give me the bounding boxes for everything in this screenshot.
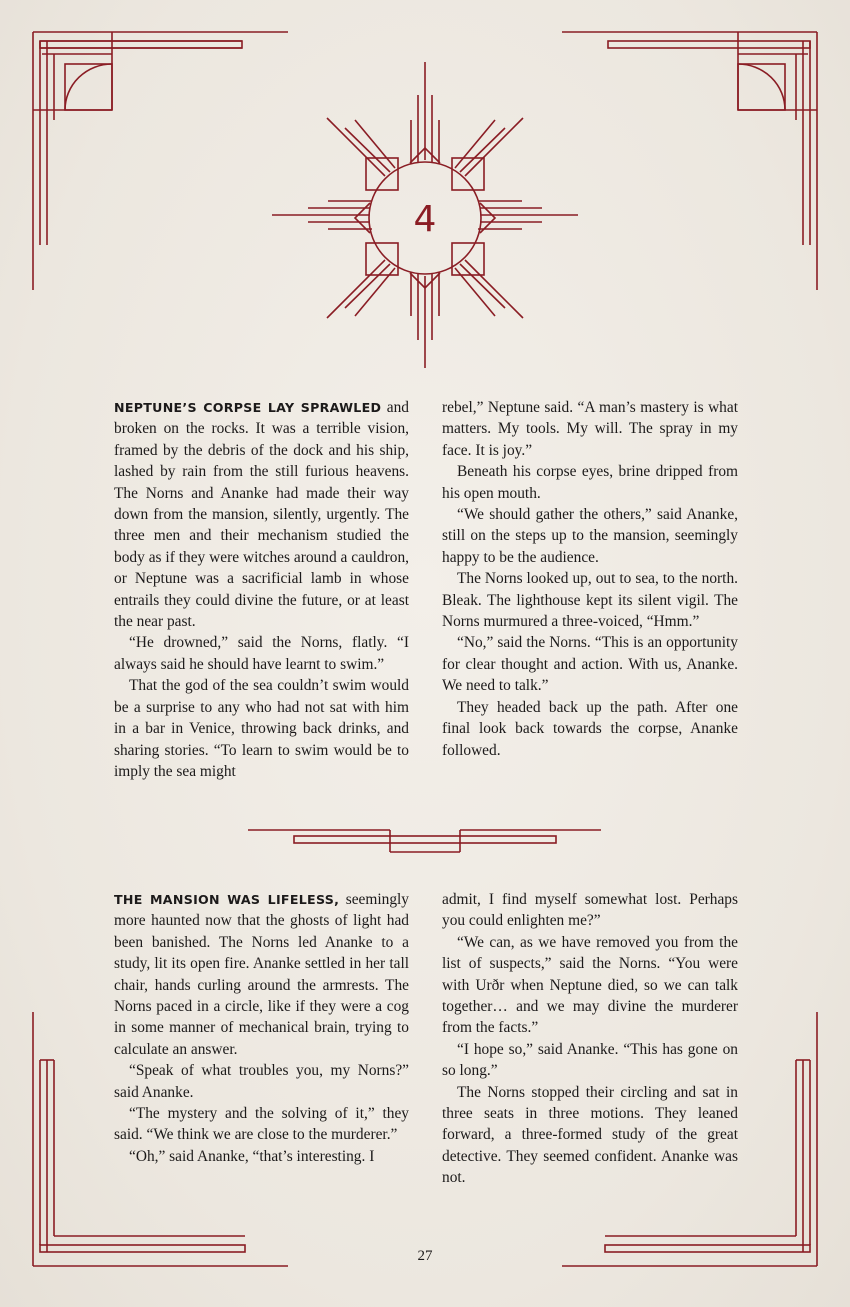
- paragraph: THE MANSION WAS LIFELESS, seemingly more haunted now that the ghosts of light had been banished. The Norns led Ananke to a study, lit its open fire. Ananke settled in her tall chair, hands curling around the armrests. The Norns paced in a circle, like if they were a cog in some manner of mechanical brain, trying to calculate an answer.: [114, 891, 409, 1058]
- paragraph: Beneath his corpse eyes, brine dripped from his open mouth.: [442, 463, 738, 502]
- paragraph: The Norns stopped their circling and sat in three seats in three motions. They leaned forward, a three-formed study of the great detective. They seemed confident. Ananke was not.: [442, 1083, 738, 1187]
- section1-column2: [442, 397, 738, 761]
- section-divider-ornament: [248, 830, 601, 852]
- chapter-number: 4: [413, 199, 437, 240]
- section-opening-lead: THE MANSION WAS LIFELESS,: [114, 892, 340, 907]
- paragraph: “We can, as we have removed you from the list of suspects,” said the Norns. “You were with Urðr when Neptune died, so we can talk together… and we may divine the murderer from the facts.”: [442, 933, 738, 1037]
- paragraph: NEPTUNE’S CORPSE LAY SPRAWLED and broken on the rocks. It was a terrible vision, framed by the debris of the dock and his ship, lashed by rain from the still furious heavens. The Norns and Ananke had made their way down from the mansion, silently, urgently. The three men and their mechanism studied the body as if they were witches around a cauldron, or Neptune was a sacrificial lamb in whose entrails they could divine the future, or at least the near past.: [114, 399, 409, 631]
- page-number: 27: [417, 1248, 433, 1264]
- section2-column1: [114, 889, 409, 1167]
- paragraph: The Norns looked up, out to sea, to the north. Bleak. The lighthouse kept its silent vigil. The Norns murmured a three-voiced, “Hmm.”: [442, 570, 738, 631]
- paragraph: “He drowned,” said the Norns, flatly. “I always said he should have learnt to swim.”: [114, 634, 409, 673]
- paragraph: rebel,” Neptune said. “A man’s mastery is what matters. My tools. My will. The spray in my face. It is joy.”: [442, 399, 738, 459]
- paragraph: “Oh,” said Ananke, “that’s interesting. I: [129, 1147, 375, 1165]
- paragraph: admit, I find myself somewhat lost. Perhaps you could enlighten me?”: [442, 891, 738, 930]
- paragraph: That the god of the sea couldn’t swim would be a surprise to any who had not sat with him in a bar in Venice, throwing back drinks, and sharing stories. “To learn to swim would be to imply the sea might: [114, 677, 409, 780]
- chapter-opening-lead: NEPTUNE’S CORPSE LAY SPRAWLED: [114, 400, 382, 415]
- corner-ornament-top-left: [33, 32, 288, 290]
- section2-column2: [442, 889, 738, 1189]
- paragraph: “Speak of what troubles you, my Norns?” said Ananke.: [114, 1062, 409, 1101]
- paragraph: “No,” said the Norns. “This is an opportunity for clear thought and action. With us, Ananke. We need to talk.”: [442, 634, 738, 695]
- paragraph: “I hope so,” said Ananke. “This has gone on so long.”: [442, 1040, 738, 1080]
- paragraph: “The mystery and the solving of it,” they said. “We think we are close to the murderer.”: [114, 1105, 409, 1144]
- paragraph: “We should gather the others,” said Ananke, still on the steps up to the mansion, seemingly happy to be the audience.: [442, 506, 738, 566]
- section1-column1: [114, 397, 409, 782]
- paragraph: They headed back up the path. After one final look back towards the corpse, Ananke followed.: [442, 698, 738, 759]
- corner-ornament-top-right: [562, 32, 817, 290]
